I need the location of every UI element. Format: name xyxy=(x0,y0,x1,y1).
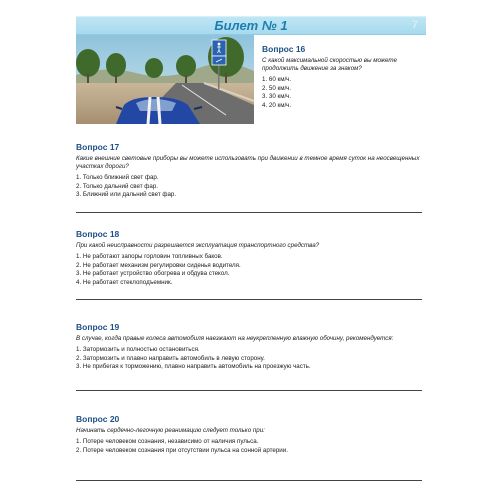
answer-option[interactable]: 2. Только дальний свет фар. xyxy=(76,182,158,190)
answer-option[interactable]: 3. 30 км/ч. xyxy=(262,93,292,101)
question-text: При какой неисправности разрешается эксплуатация транспортного средства? xyxy=(76,242,320,249)
question-title: Вопрос 18 xyxy=(76,229,120,239)
answer-option[interactable]: 1. 60 км/ч. xyxy=(262,76,292,83)
question-text: С какой максимальной скоростью вы можете продолжить движение за знаком? xyxy=(262,57,397,72)
page-number: 7 xyxy=(411,19,418,31)
question-title: Вопрос 17 xyxy=(76,142,120,152)
question-16 xyxy=(262,44,422,110)
answer-option[interactable]: 3. Не работает устройство обогрева и обдува стекол. xyxy=(76,270,230,278)
section-divider xyxy=(76,299,422,300)
answer-option[interactable]: 1. Затормозить и полностью остановиться. xyxy=(76,346,200,353)
answer-option[interactable]: 2. 50 км/ч. xyxy=(262,84,292,92)
question-text: Какие внешние световые приборы вы можете использовать при движении в темное время суток на неосвещенных участках дороги? xyxy=(76,155,420,170)
answer-option[interactable]: 1. Не работают запоры горловин топливных баков. xyxy=(76,253,223,260)
answer-option[interactable]: 4. Не работает стеклоподъемник. xyxy=(76,278,173,286)
section-divider xyxy=(76,390,422,391)
answer-option[interactable]: 3. Не прибегая к торможению, плавно направить автомобиль на проезжую часть. xyxy=(76,363,311,371)
answer-option[interactable]: 4. 20 км/ч. xyxy=(262,101,292,109)
question-18 xyxy=(76,229,422,287)
ticket-title: Билет № 1 xyxy=(214,18,288,33)
answer-option[interactable]: 2. Не работает механизм регулировки сиденья водителя. xyxy=(76,261,241,269)
question-text: В случае, когда правые колеса автомобиля наезжают на неукрепленную влажную обочину, рекомендуется: xyxy=(76,335,394,342)
answer-option[interactable]: 1. Только ближний свет фар. xyxy=(76,174,159,181)
answer-option[interactable]: 1. Потере человеком сознания, независимо от наличия пульса. xyxy=(76,438,259,445)
ticket-header xyxy=(76,16,426,35)
question-title: Вопрос 20 xyxy=(76,414,120,424)
question-16-image xyxy=(76,35,254,124)
question-19 xyxy=(76,322,422,372)
answer-option[interactable]: 2. Потере человеком сознания при отсутствии пульса на сонной артерии. xyxy=(76,446,288,454)
question-title: Вопрос 19 xyxy=(76,322,120,332)
question-20 xyxy=(76,414,422,455)
question-17 xyxy=(76,142,422,200)
road-scene-illustration xyxy=(76,35,254,124)
answer-option[interactable]: 3. Ближний или дальний свет фар. xyxy=(76,191,177,199)
question-text: Начинать сердечно-легочную реанимацию следует только при: xyxy=(76,427,265,434)
answer-option[interactable]: 2. Затормозить и плавно направить автомобиль в левую сторону. xyxy=(76,354,265,362)
section-divider xyxy=(76,212,422,213)
question-title: Вопрос 16 xyxy=(262,44,306,54)
section-divider xyxy=(76,480,422,481)
